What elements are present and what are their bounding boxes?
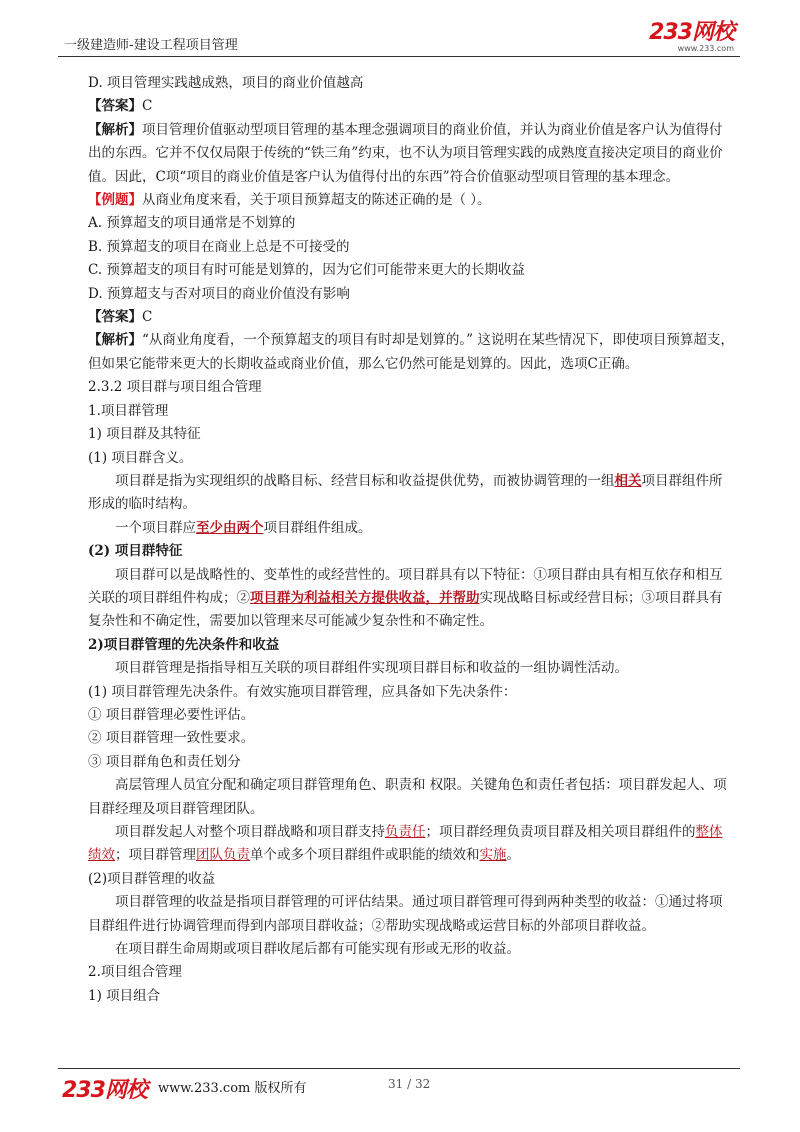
highlight-run: 团队负责 (196, 847, 250, 864)
prerequisite-3: ③ 项目群角色和责任划分 (88, 753, 241, 770)
page-footer (58, 1068, 740, 1103)
text-run: 项目群是指为实现组织的战略目标、经营目标和收益提供优势，而被协调管理的一组 (115, 472, 615, 489)
prerequisites-section-heading: 2)项目群管理的先决条件和收益 (88, 636, 280, 653)
text-run: 项目群可以是战略性的、变革性的或经营性的。项目群具有以下特征：①项目群由具有相互依存和相互关联的项目群组件构成；② (88, 566, 723, 606)
answer-label: 【答案】 (88, 309, 142, 326)
features-heading: (2) 项目群特征 (88, 543, 183, 560)
subsection-2-1: 1) 项目组合 (88, 987, 161, 1004)
option-d-prev: D. 项目管理实践越成熟，项目的商业价值越高 (88, 75, 364, 91)
answer-value: C (142, 98, 153, 115)
prerequisite-2: ② 项目群管理一致性要求。 (88, 730, 255, 747)
option-b: B. 预算超支的项目在商业上总是不可接受的 (88, 238, 350, 255)
program-mgmt-definition: 项目群管理是指指导相互关联的项目群组件实现项目群目标和收益的一组协调性活动。 (115, 660, 628, 677)
answer-label: 【答案】 (88, 98, 142, 115)
page-header (58, 20, 740, 57)
option-a: A. 预算超支的项目通常是不划算的 (88, 215, 296, 232)
option-d: D. 预算超支与否对项目的商业价值没有影响 (88, 285, 350, 302)
text-run: 项目群组件组成。 (263, 519, 372, 536)
analysis-1 (88, 119, 734, 189)
lifecycle-paragraph: 在项目群生命周期或项目群收尾后都有可能实现有形或无形的收益。 (115, 941, 520, 958)
footer-copyright: www.233.com 版权所有 (158, 1081, 307, 1096)
roles-paragraph: 高层管理人员宜分配和确定项目群管理角色、职责和 权限。关键角色和责任者包括：项目群发起人、项目群经理及项目群管理团队。 (88, 777, 727, 817)
analysis-text: “从商业角度看，一个预算超支的项目有时却是划算的。” 这说明在某些情况下，即使项目预算超支，但如果它能带来更大的长期收益或商业价值，那么它仍然可能是划算的。因此，选项C正确。 (88, 332, 734, 372)
subsection-1-1: 1) 项目群及其特征 (88, 426, 201, 443)
logo-text: 233网校 (649, 20, 734, 45)
analysis-label: 【解析】 (88, 121, 142, 138)
option-c: C. 预算超支的项目有时可能是划算的，因为它们可能带来更大的长期收益 (88, 262, 525, 279)
footer-logo: 233网校 (62, 1078, 147, 1103)
definition-paragraph (88, 470, 734, 517)
example-label: 【例题】 (88, 192, 142, 209)
text-run: 单个或多个项目群组件或职能的绩效和 (250, 847, 480, 864)
page-content (88, 72, 734, 1008)
prerequisite-1: ① 项目群管理必要性评估。 (88, 706, 255, 723)
text-run: 。 (506, 847, 520, 864)
subsection-1-1-1: (1) 项目群含义。 (88, 449, 193, 466)
answer-1 (88, 95, 734, 118)
features-paragraph (88, 564, 734, 634)
subsection-2: 2.项目组合管理 (88, 964, 182, 981)
highlight-run: 负责任 (385, 824, 426, 840)
highlight-run: 整体绩效 (88, 824, 723, 864)
highlight-run: 项目群为利益相关方提供收益，并帮助 (250, 589, 480, 606)
answer-value: C (142, 309, 153, 326)
text-run: 实现战略目标或经营目标；③项目群具有复杂性和不确定性，需要加以管理来尽可能减少复杂性和不确定性。 (88, 589, 723, 630)
prerequisites-heading: (1) 项目群管理先决条件。有效实施项目群管理，应具备如下先决条件： (88, 683, 517, 700)
text-run: 一个项目群应 (115, 519, 196, 536)
analysis-2 (88, 329, 734, 376)
benefits-heading: (2)项目群管理的收益 (88, 870, 216, 887)
brand-logo (649, 22, 734, 53)
header-title: 一级建造师-建设工程项目管理 (64, 38, 238, 53)
analysis-label: 【解析】 (88, 332, 142, 349)
highlight-run: 实施 (479, 847, 507, 864)
section-heading: 2.3.2 项目群与项目组合管理 (88, 379, 262, 396)
logo-url: www.233.com (677, 44, 734, 53)
example-question (88, 189, 734, 212)
page-number: 31 / 32 (388, 1077, 431, 1091)
benefits-paragraph: 项目群管理的收益是指项目群管理的可评估结果。通过项目群管理可得到两种类型的收益：①通过将项目群组件进行协调管理而得到内部项目群收益；②帮助实现战略或运营目标的外部项目群收益。 (88, 894, 723, 934)
subsection-1: 1.项目群管理 (88, 402, 169, 419)
text-run: ；项目群管理 (115, 847, 196, 864)
answer-2 (88, 306, 734, 329)
highlight-run: 相关 (614, 472, 642, 489)
example-text: 从商业角度来看，关于项目预算超支的陈述正确的是（ ）。 (142, 192, 491, 209)
text-run: ；项目群经理负责项目群及相关项目群组件的 (425, 824, 696, 840)
sponsor-paragraph (88, 821, 734, 868)
highlight-run: 至少由两个 (196, 519, 264, 536)
components-paragraph (88, 517, 734, 540)
text-run: 项目群组件所形成的临时结构。 (88, 472, 723, 513)
analysis-text: 项目管理价值驱动型项目管理的基本理念强调项目的商业价值，并认为商业价值是客户认为值得付出的东西。它并不仅仅局限于传统的“铁三角”约束，也不认为项目管理实践的成熟度直接决定项目的商业价值。因此，C项“项目的商业价值是客户认为值得付出的东西”符合价值驱动型项目管理的基本理念。 (88, 121, 723, 185)
text-run: 项目群发起人对整个项目群战略和项目群支持 (115, 824, 385, 840)
